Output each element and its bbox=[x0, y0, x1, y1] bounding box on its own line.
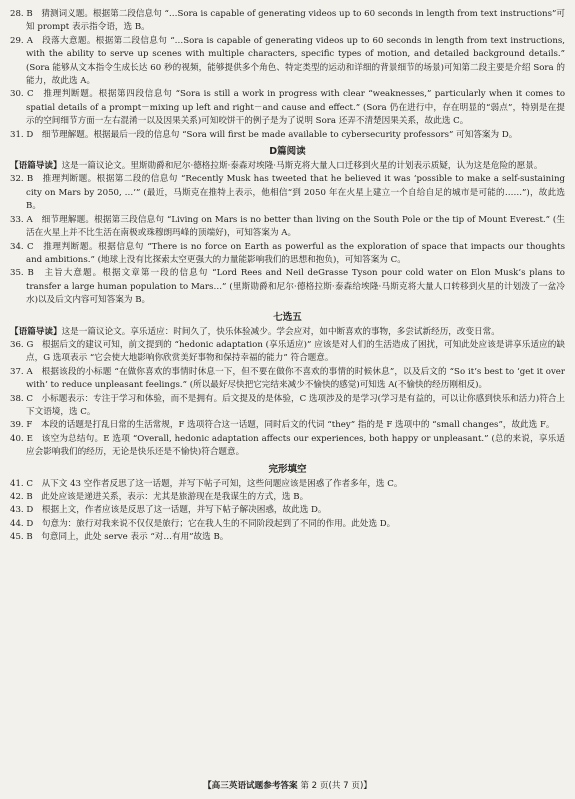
guide-text: 这是一篇议论文。里斯勋爵和尼尔·德格拉斯·泰森对埃隆·马斯克将大量人口迁移到火星的计划表示质疑，认为这是危险的愿景。 bbox=[61, 161, 543, 172]
page-footer bbox=[0, 779, 575, 791]
answer-q34: 34. C 推理判断题。根据信息句 “There is no force on Earth as powerful as the exploration of space that impacts our thoughts and ambitions.” (地球上没有比探索太空更强大的力量能影响我们的思想和抱负)，可知答案为 C。 bbox=[10, 241, 565, 265]
answer-q40: 40. E 该空为总结句。E 选项 “Overall, hedonic adaptation affects our experiences, both happy or unpleasant.” (总的来说，享乐适应会影响我们的经历，无论是快乐还是不愉快)符合题意。 bbox=[10, 433, 565, 458]
guide-tag: 【语篇导读】 bbox=[10, 161, 62, 172]
answer-q41: 41. C 从下文 43 空作者反思了这一话题，并写下帖子可知，这些问题应该是困惑了作者多年，选 C。 bbox=[10, 478, 403, 489]
answer-q35: 35. B 主旨大意题。根据文章第一段的信息句 “Lord Rees and Neil deGrasse Tyson pour cold water on Elon Musk’s plans to transfer a large human population to Mars…” (里斯勋爵和尼尔·德格拉斯·泰森给埃隆·马斯克将大量人口转移到火星的计划泼了一盆冷水)以及后文内容可知答案为 B。 bbox=[10, 268, 565, 306]
footer-page: 第 2 页(共 7 页)】 bbox=[300, 781, 372, 791]
answer-q45: 45. B 句意同上，此处 serve 表示 “对…有用”故选 B。 bbox=[10, 532, 229, 543]
answer-q32: 32. B 推理判断题。根据第二段的信息句 “Recently Musk has tweeted that he believed it was ‘possible to make a self-sustaining city on Mars by 2050, …’” (最近，马斯克在推特上表示，他相信“到 2050 年在火星上建立一个自给自足的城市是可能的……”)，故此选 B。 bbox=[10, 174, 565, 212]
guide-tag: 【语篇导读】 bbox=[10, 326, 62, 337]
guide-text: 这是一篇议论文。享乐适应：时间久了，快乐体验减少。学会应对，如中断喜欢的事物，多尝试新经历，改变日常。 bbox=[61, 326, 500, 337]
answer-q37: 37. A 根据该段的小标题 “在做你喜欢的事情时休息一下，但不要在做你不喜欢的事情的时候休息”，以及后文的 “So it’s best to ‘get it over with’ to reduce unpleasant feelings.” (所以最好尽快把它完结来减少不愉快的感觉)可知选 A(不愉快的经历刚相反)。 bbox=[10, 366, 565, 391]
section-seven-title: 七选五 bbox=[273, 311, 302, 323]
answer-q31: 31. D 细节理解题。根据最后一段的信息句 “Sora will first be made available to cybersecurity professors” 可知答案为 D。 bbox=[10, 129, 518, 140]
answer-q29: 29. A 段落大意题。根据第二段信息句 “…Sora is capable of generating videos up to 60 seconds in length from text instructions, with the ability to serve up scenes with multiple characters, specific types of motion, and detailed background details.” (Sora 能够从文本指令生成长达 60 秒的视频，能够提供多个角色、特定类型的运动和详细的背景细节的场景)可知第二段主要是介绍 Sora 的能力，故此选 A。 bbox=[10, 35, 565, 87]
section-cloze-title: 完形填空 bbox=[268, 463, 307, 475]
answer-q30: 30. C 推理判断题。根据第四段信息句 “Sora is still a work in progress with clear “weaknesses,” particularly when it comes to spatial details of a prompt－mixing up left and right－and cause and effect.” (Sora 仍在进行中，存在明显的“弱点”，特别是在提示的空间细节方面一左右混淆一以及因果关系)可知咬饼干的例子是为了说明 Sora 还弄不清楚因果关系，故此选 C。 bbox=[10, 89, 565, 127]
answer-q42: 42. B 此处应该是递进关系，表示：尤其是旅游现在是我谋生的方式，选 B。 bbox=[10, 492, 309, 502]
answer-q44: 44. D 句意为：旅行对我来说不仅仅是旅行；它在我人生的不同阶段起到了不同的作用。此处选 D。 bbox=[10, 518, 396, 529]
answer-q33: 33. A 细节理解题。根据第三段信息句 “Living on Mars is no better than living on the South Pole or the tip of Mount Everest.” (生活在火星上并不比生活在南极或珠穆朗玛峰的顶端好)，可知答案为 A。 bbox=[10, 214, 565, 239]
section-d-guide bbox=[10, 160, 565, 173]
items-cloze bbox=[10, 478, 565, 545]
answer-q28: 28. B 猜测词义题。根据第二段信息句 “…Sora is capable of generating videos up to 60 seconds in length from text instructions”可知 prompt 表示指令语，选 B。 bbox=[10, 9, 565, 33]
answer-q39: 39. F 本段的话题是打乱日常的生活常规，F 选项符合这一话题，同时后文的代词 “they” 指的是 F 选项中的 “small changes”，故此选 F。 bbox=[10, 420, 555, 431]
items-d bbox=[10, 173, 565, 307]
items-seven bbox=[10, 339, 565, 460]
section-d-title: D篇阅读 bbox=[269, 146, 306, 158]
answer-q38: 38. C 小标题表示：专注于学习和体验，而不是拥有。后文提及的是体验，C 选项涉及的是学习(学习是有益的，可以让你感到快乐和活力)符合上下文语境，选 C。 bbox=[10, 393, 565, 417]
answer-q43: 43. D 根据上文，作者应该是反思了这一话题，并写下帖子解决困惑，故此选 D。 bbox=[10, 505, 327, 516]
footer-title: 【高三英语试题参考答案 bbox=[203, 781, 298, 791]
items-top bbox=[10, 8, 565, 142]
section-seven-guide bbox=[10, 326, 565, 339]
answer-q36: 36. G 根据后文的建议可知，前文提到的 “hedonic adaptation (享乐适应)” 应该是对人们的生活造成了困扰，可知此处应该是讲享乐适应的缺点，G 选项表示 “它会使大地影响你欣赏美好事物和保持幸福的能力” 符合题意。 bbox=[10, 339, 565, 364]
